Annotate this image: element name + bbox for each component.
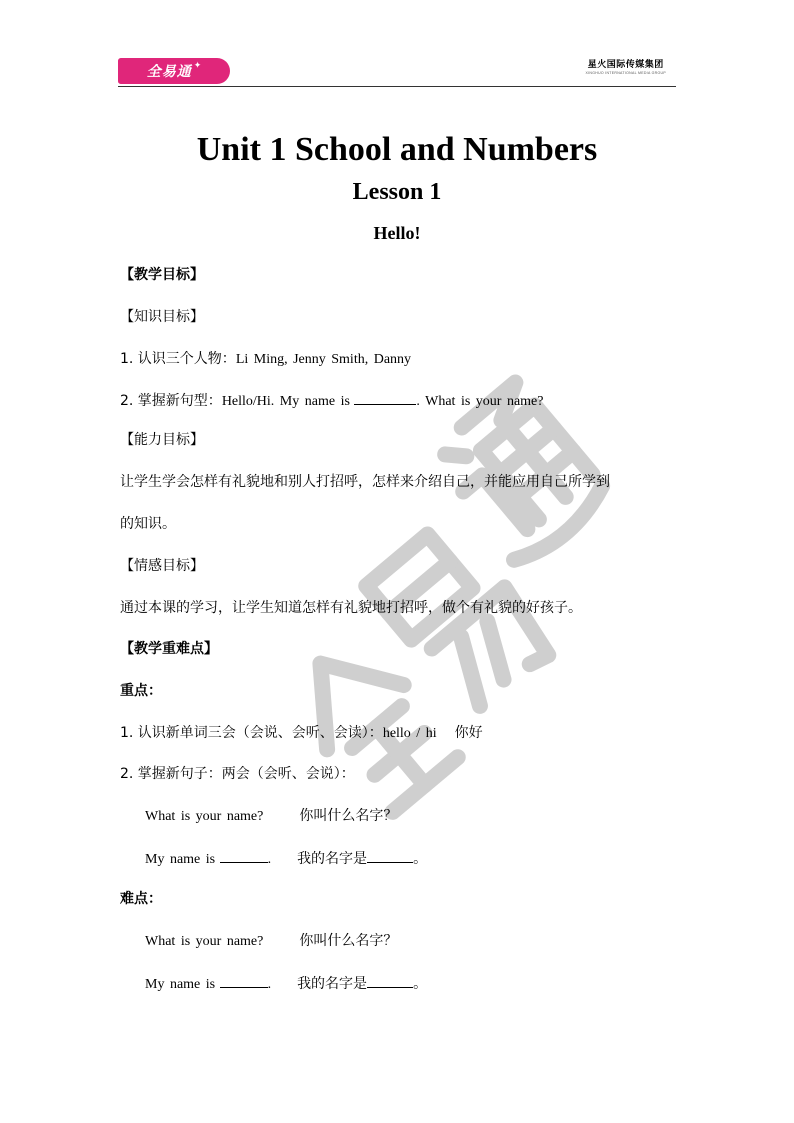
unit-title: Unit 1 School and Numbers — [196, 131, 598, 168]
key-point-1-cn: 你好 — [454, 725, 483, 741]
fill-in-blank — [354, 390, 416, 405]
key-point-1-words: hello / hi — [382, 726, 437, 741]
section-key-difficult: 【教学重难点】 — [120, 641, 218, 657]
fill-in-blank — [220, 848, 268, 863]
key-points-heading: 重点： — [120, 683, 162, 699]
answer-en-prefix: My name is — [145, 852, 216, 867]
brand-logo — [118, 58, 230, 84]
knowledge-item-1 — [120, 349, 411, 370]
knowledge-item-1-prefix: 1. 认识三个人物： — [120, 351, 236, 367]
answer-cn-suffix: 。 — [413, 976, 428, 992]
lesson-subtitle: Hello! — [373, 223, 421, 243]
fill-in-blank — [367, 848, 413, 863]
fill-in-blank — [367, 973, 413, 988]
knowledge-item-2-prefix: 2. 掌握新句型： — [120, 393, 222, 409]
knowledge-item-2 — [120, 390, 543, 412]
question-cn: 你叫什么名字？ — [299, 933, 398, 949]
section-knowledge-goals: 【知识目标】 — [120, 309, 204, 325]
ability-text-line-1: 让学生学会怎样有礼貌地和别人打招呼，怎样来介绍自己，并能应用自己所学到 — [120, 474, 610, 490]
answer-en-prefix: My name is — [145, 977, 216, 992]
publisher-mark — [586, 60, 667, 76]
knowledge-item-2-text-a: Hello/Hi. My name is — [221, 394, 350, 409]
key-answer-line — [145, 848, 427, 870]
lesson-title: Lesson 1 — [352, 179, 442, 205]
key-point-1-prefix: 1. 认识新单词三会（会说、会听、会读）： — [120, 725, 383, 741]
publisher-name-cn: 星火国际传媒集团 — [587, 60, 664, 70]
question-en: What is your name? — [145, 934, 264, 949]
ability-text-line-2: 的知识。 — [120, 516, 176, 532]
answer-cn-prefix: 我的名字是 — [297, 851, 368, 867]
star-icon: ✦ — [193, 61, 202, 71]
knowledge-item-2-text-b: . What is your name? — [416, 394, 544, 409]
key-point-2: 2. 掌握新句子：两会（会听、会说）： — [120, 766, 355, 782]
key-point-1 — [120, 723, 483, 744]
page-header — [118, 56, 676, 86]
answer-en-suffix: . — [267, 977, 272, 992]
question-en: What is your name? — [145, 809, 264, 824]
fill-in-blank — [220, 973, 268, 988]
key-question-line — [145, 806, 397, 827]
header-divider — [118, 86, 676, 87]
publisher-name-en: XINGHUO INTERNATIONAL MEDIA GROUP — [585, 71, 666, 75]
section-ability-goals: 【能力目标】 — [120, 432, 204, 448]
knowledge-item-1-names: Li Ming, Jenny Smith, Danny — [235, 352, 412, 367]
difficult-question-line — [145, 931, 397, 952]
answer-cn-prefix: 我的名字是 — [297, 976, 368, 992]
answer-cn-suffix: 。 — [413, 851, 428, 867]
emotion-text: 通过本课的学习，让学生知道怎样有礼貌地打招呼，做个有礼貌的好孩子。 — [120, 600, 582, 616]
section-emotion-goals: 【情感目标】 — [120, 558, 204, 574]
brand-logo-text: 全易通 — [146, 64, 192, 80]
question-cn: 你叫什么名字？ — [299, 808, 398, 824]
section-teaching-goals: 【教学目标】 — [120, 267, 204, 283]
difficult-points-heading: 难点： — [120, 891, 162, 907]
difficult-answer-line — [145, 973, 427, 995]
answer-en-suffix: . — [267, 852, 272, 867]
